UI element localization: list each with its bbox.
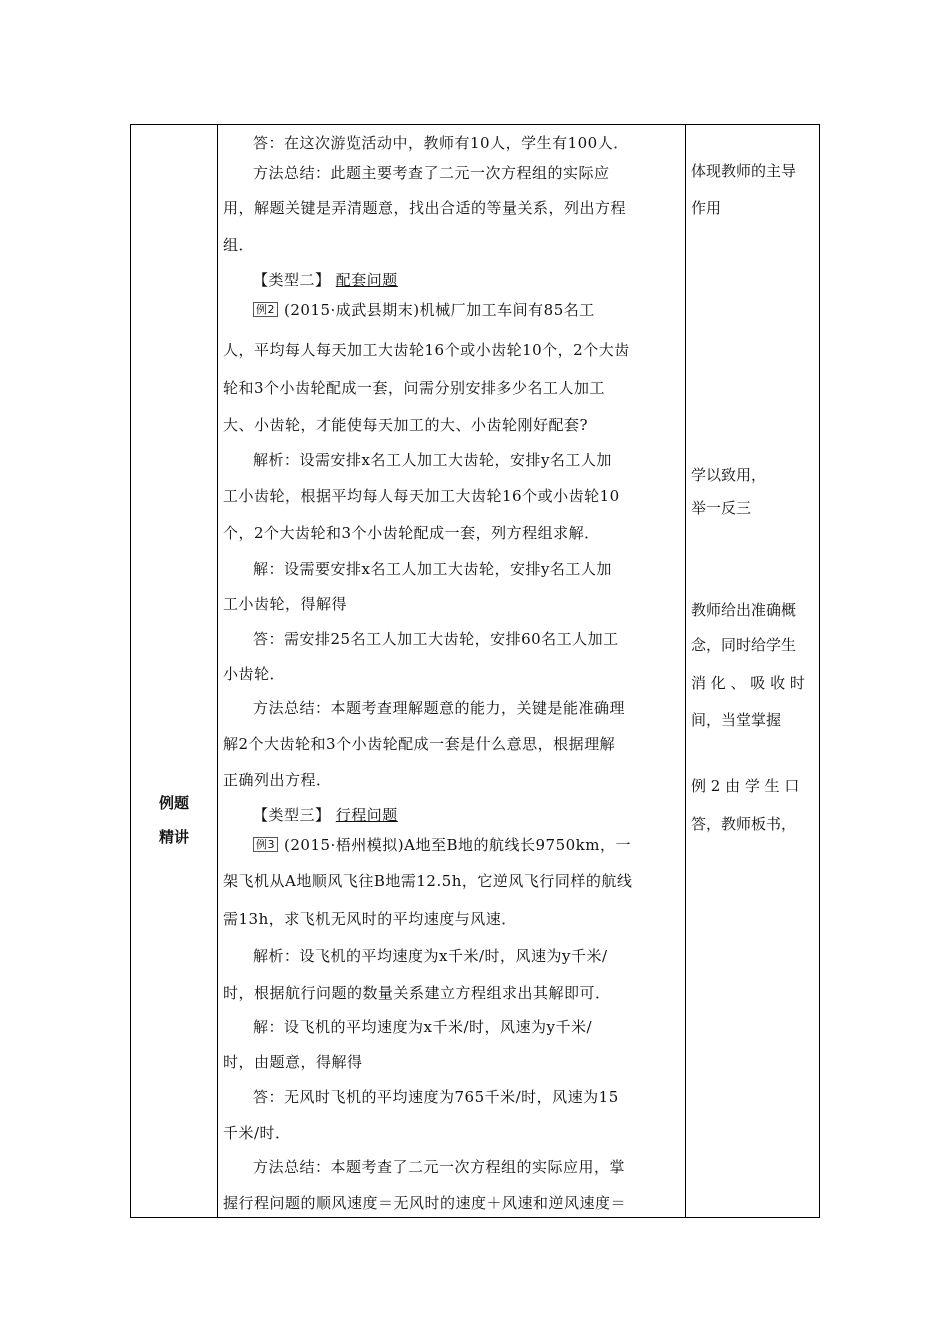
text-line: 方法总结：本题考查理解题意的能力，关键是能准确理	[253, 699, 626, 717]
text-line: 正确列出方程．	[223, 771, 332, 789]
text-line: 人，平均每人每天加工大齿轮16个或小齿轮10个，2个大齿	[223, 341, 630, 359]
example-number: 例2	[256, 303, 275, 316]
example-line	[223, 298, 683, 322]
note-line: 作用	[691, 199, 722, 217]
notes-column	[691, 125, 817, 1217]
note-line: 答，教师板书，	[691, 815, 797, 833]
text-line: 解析：设飞机的平均速度为x千米/时，风速为y千米/	[253, 947, 608, 965]
lesson-table	[130, 124, 820, 1218]
text-line: 个，2个大齿轮和3个小齿轮配成一套，列方程组求解．	[223, 524, 600, 542]
text-line: 握行程问题的顺风速度＝无风时的速度＋风速和逆风速度＝	[223, 1194, 627, 1212]
type-title: 行程问题	[335, 806, 398, 824]
text-line: 小齿轮．	[223, 665, 286, 683]
text-line: 用，解题关键是弄清题意，找出合适的等量关系，列出方程	[223, 199, 627, 217]
content-column	[223, 125, 683, 1217]
text-line: 解2个大齿轮和3个小齿轮配成一套是什么意思，根据理解	[223, 735, 616, 753]
text-line: 解：设飞机的平均速度为x千米/时，风速为y千米/	[253, 1018, 593, 1036]
text-line: 方法总结：此题主要考查了二元一次方程组的实际应	[253, 164, 610, 182]
type-heading	[223, 268, 683, 292]
note-line: 念，同时给学生	[691, 636, 797, 654]
text-line: (2015·成武县期末)机械厂加工车间有85名工	[284, 301, 595, 319]
type-title: 配套问题	[335, 271, 398, 289]
column-divider	[685, 125, 686, 1217]
type-heading	[223, 803, 683, 827]
note-line: 例 2 由 学 生 口	[691, 777, 800, 795]
text-line: 答：在这次游览活动中，教师有10人，学生有100人．	[253, 134, 629, 152]
note-line: 举一反三	[691, 499, 752, 517]
text-line: 工小齿轮，根据平均每人每天加工大齿轮16个或小齿轮10	[223, 487, 620, 505]
text-line: 答：无风时飞机的平均速度为765千米/时，风速为15	[253, 1088, 619, 1106]
column-divider	[217, 125, 218, 1217]
section-label-line: 例题	[158, 794, 189, 812]
type-label: 【类型二】	[253, 271, 331, 289]
text-line: 组．	[223, 236, 255, 254]
example-number: 例3	[256, 838, 275, 851]
text-line: 架飞机从A地顺风飞往B地需12.5h，它逆风飞行同样的航线	[223, 872, 633, 890]
note-line: 体现教师的主导	[691, 162, 797, 180]
text-line: 轮和3个小齿轮配成一套，问需分别安排多少名工人加工	[223, 379, 606, 397]
text-line: 千米/时．	[223, 1124, 291, 1142]
note-line: 教师给出准确概	[691, 601, 797, 619]
text-line: 时，根据航行问题的数量关系建立方程组求出其解即可．	[223, 984, 611, 1002]
text-line: (2015·梧州模拟)A地至B地的航线长9750km，一	[284, 836, 631, 854]
section-label-column	[131, 125, 217, 1217]
section-label-line: 精讲	[158, 828, 189, 846]
example-line	[223, 833, 683, 857]
text-line: 时，由题意，得解得	[223, 1053, 363, 1071]
text-line: 大、小齿轮，才能使每天加工的大、小齿轮刚好配套?	[223, 416, 589, 434]
note-line: 学以致用，	[691, 466, 767, 484]
example-badge	[253, 837, 278, 852]
text-line: 解：设需要安排x名工人加工大齿轮，安排y名工人加	[253, 560, 612, 578]
text-line: 工小齿轮，得解得	[223, 595, 348, 613]
text-line: 答：需安排25名工人加工大齿轮，安排60名工人加工	[253, 630, 619, 648]
text-line: 需13h，求飞机无风时的平均速度与风速．	[223, 910, 517, 928]
text-line: 方法总结：本题考查了二元一次方程组的实际应用，掌	[253, 1158, 626, 1176]
note-line: 间，当堂掌握	[691, 711, 782, 729]
note-line: 消 化 、 吸 收 时	[691, 674, 805, 692]
example-badge	[253, 302, 278, 317]
type-label: 【类型三】	[253, 806, 331, 824]
text-line: 解析：设需安排x名工人加工大齿轮，安排y名工人加	[253, 451, 612, 469]
